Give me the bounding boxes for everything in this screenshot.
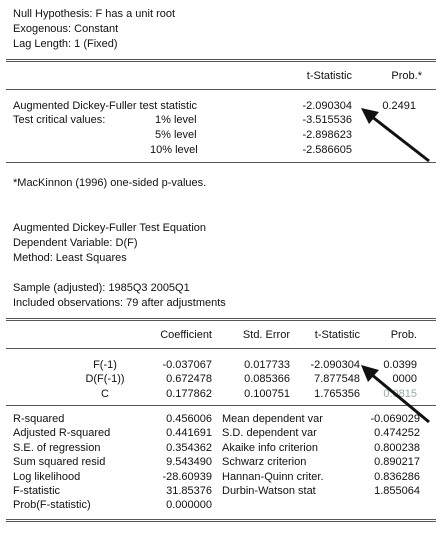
stat-value: -28.60939 — [162, 471, 212, 483]
coef-value: 0.177862 — [166, 388, 212, 400]
prob-value: 0.0399 — [383, 359, 417, 371]
critical-values-label: Test critical values: — [13, 114, 106, 126]
stat-label: Schwarz criterion — [222, 456, 307, 468]
stat-value: -0.069029 — [370, 413, 420, 425]
lag-length-label: Lag Length: 1 (Fixed) — [13, 38, 118, 50]
stat-label: Mean dependent var — [222, 413, 323, 425]
adf-stat-value: -2.090304 — [302, 100, 352, 112]
coef-header: Coefficient — [160, 329, 212, 341]
stat-value: 0.800238 — [374, 442, 420, 454]
stat-label: Durbin-Watson stat — [222, 485, 316, 497]
arrow-icon — [355, 362, 435, 428]
stat-value: 0.456006 — [166, 413, 212, 425]
divider — [6, 318, 436, 321]
level-5-value: -2.898623 — [302, 129, 352, 141]
stat-value: 0.474252 — [374, 427, 420, 439]
divider — [6, 519, 436, 522]
prob-header: Prob. — [390, 329, 417, 341]
level-5-label: 5% level — [155, 129, 197, 141]
adf-stat-prob: 0.2491 — [382, 100, 416, 112]
stat-value: 0.354362 — [166, 442, 212, 454]
stat-value: 1.855064 — [374, 485, 420, 497]
divider — [6, 89, 436, 90]
exogenous-label: Exogenous: Constant — [13, 23, 119, 35]
stat-label: Log likelihood — [13, 471, 81, 483]
stat-value: 9.543490 — [166, 456, 212, 468]
equation-title: Augmented Dickey-Fuller Test Equation — [13, 222, 207, 234]
method-label: Method: Least Squares — [13, 252, 127, 264]
var-name: C — [101, 388, 109, 400]
level-1-value: -3.515536 — [302, 114, 352, 126]
tstat-value: -2.090304 — [310, 359, 360, 371]
stderr-header: Std. Error — [242, 329, 290, 341]
coef-value: -0.037067 — [162, 359, 212, 371]
col-tstat-header: t-Statistic — [306, 70, 352, 82]
tstat-value: 7.877548 — [314, 373, 360, 385]
divider — [6, 59, 436, 62]
observations-label: Included observations: 79 after adjustments — [13, 297, 226, 309]
dependent-variable: Dependent Variable: D(F) — [13, 237, 138, 249]
level-10-value: -2.586605 — [302, 144, 352, 156]
stat-label: F-statistic — [13, 485, 61, 497]
var-name: F(-1) — [93, 359, 117, 371]
level-10-label: 10% level — [150, 144, 198, 156]
stat-label: R-squared — [13, 413, 65, 425]
stat-label: Adjusted R-squared — [13, 427, 111, 439]
stderr-value: 0.085366 — [244, 373, 290, 385]
prob-value: 0000 — [392, 373, 417, 385]
stat-label: S.E. of regression — [13, 442, 101, 454]
stat-label: Akaike info criterion — [222, 442, 318, 454]
stat-value: 0.890217 — [374, 456, 420, 468]
var-name: D(F(-1)) — [85, 373, 125, 385]
mackinnon-footnote: *MacKinnon (1996) one-sided p-values. — [13, 177, 207, 189]
stderr-value: 0.100751 — [244, 388, 290, 400]
stat-value: 0.441691 — [166, 427, 212, 439]
sample-label: Sample (adjusted): 1985Q3 2005Q1 — [13, 282, 190, 294]
adf-stat-label: Augmented Dickey-Fuller test statistic — [13, 100, 198, 112]
null-hypothesis: Null Hypothesis: F has a unit root — [13, 8, 176, 20]
coef-value: 0.672478 — [166, 373, 212, 385]
stat-label: S.D. dependent var — [222, 427, 317, 439]
stat-value: 31.85376 — [166, 485, 212, 497]
divider — [6, 348, 436, 349]
stat-label: Sum squared resid — [13, 456, 106, 468]
arrow-icon — [355, 104, 435, 166]
prob-value: 0.0815 — [383, 388, 417, 400]
stat-label: Hannan-Quinn criter. — [222, 471, 324, 483]
stat-value: 0.000000 — [166, 499, 212, 511]
col-prob-header: Prob.* — [391, 70, 422, 82]
stat-value: 0.836286 — [374, 471, 420, 483]
tstat-header: t-Statistic — [314, 329, 360, 341]
stat-label: Prob(F-statistic) — [13, 499, 91, 511]
tstat-value: 1.765356 — [314, 388, 360, 400]
stderr-value: 0.017733 — [244, 359, 290, 371]
level-1-label: 1% level — [155, 114, 197, 126]
